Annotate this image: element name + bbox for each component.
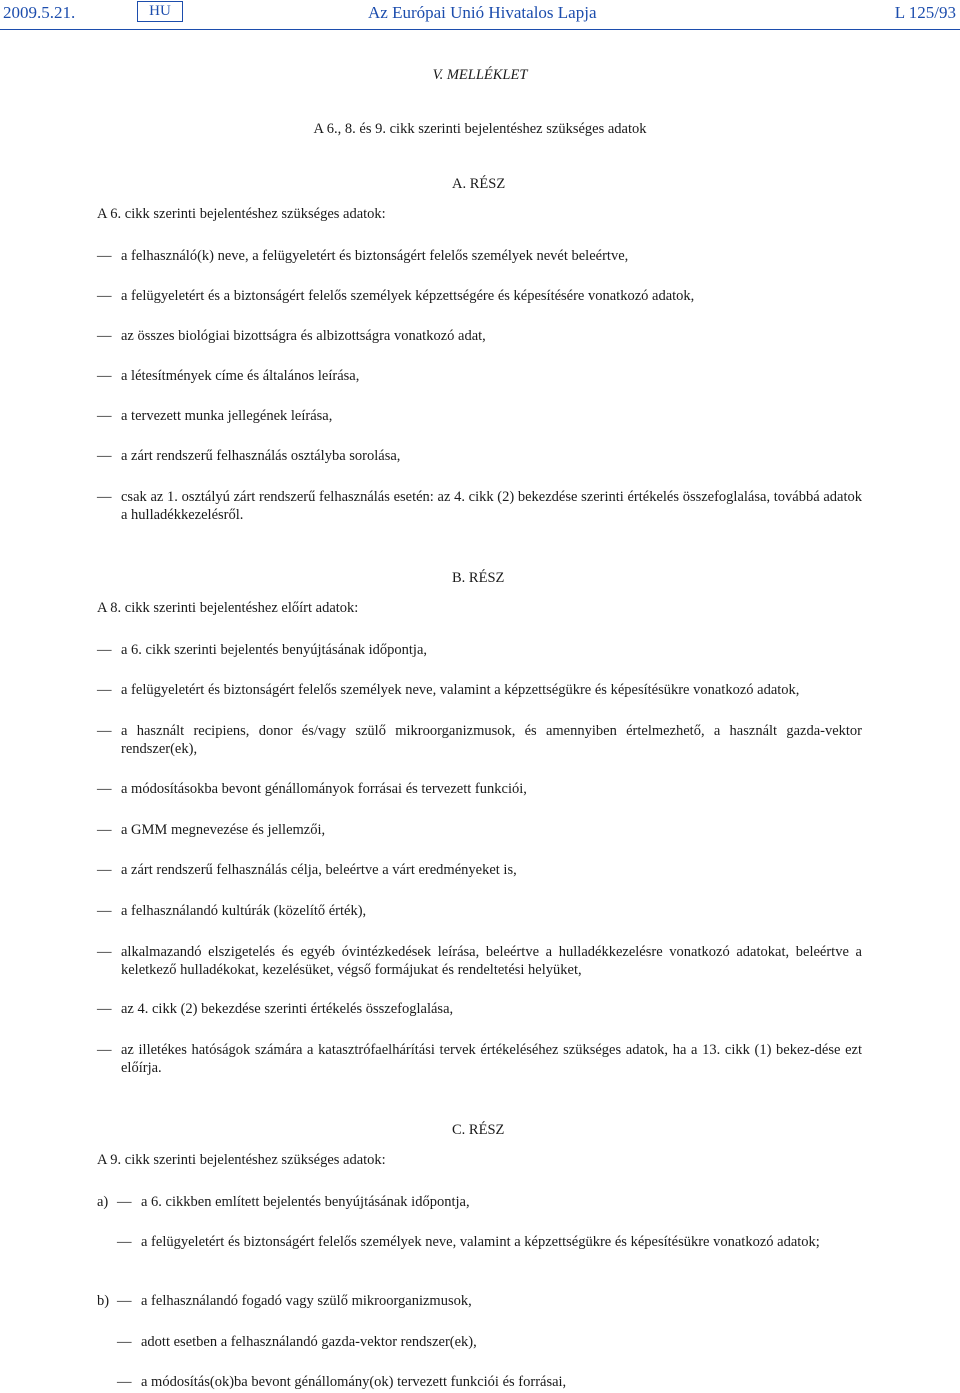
part-a-item bbox=[97, 488, 862, 524]
part-b-item-text: a módosításokba bevont génállományok forrásai és tervezett funkciói, bbox=[121, 781, 527, 797]
part-c-item bbox=[117, 1333, 862, 1351]
part-b-item-text: a 6. cikk szerinti bejelentés benyújtásának időpontja, bbox=[121, 642, 428, 658]
part-c-item-text: a felügyeletért és biztonságért felelős személyek neve, valamint a képzettségükre és képesítésükre vonatkozó adatok; bbox=[141, 1234, 820, 1250]
dash-marker: — bbox=[97, 248, 112, 264]
part-c-title: C. RÉSZ bbox=[452, 1122, 505, 1138]
part-a-item-text: a zárt rendszerű felhasználás osztályba sorolása, bbox=[121, 448, 401, 464]
part-a-item-text: az összes biológiai bizottságra és albizottságra vonatkozó adat, bbox=[121, 328, 486, 344]
part-b-item-text: alkalmazandó elszigetelés és egyéb óvintézkedések leírása, beleértve a hulladékkezelésre vonatkozó adatokat, beleértve a keletkező hulladékokat, kezelésüket, végső formájukat és rendeltetési helyüket, bbox=[121, 944, 862, 978]
part-a-item-text: a tervezett munka jellegének leírása, bbox=[121, 408, 333, 424]
dash-marker: — bbox=[97, 682, 112, 698]
part-a-item-text: a létesítmények címe és általános leírása, bbox=[121, 368, 360, 384]
dash-marker: — bbox=[97, 781, 112, 797]
dash-marker: — bbox=[97, 642, 112, 658]
part-a-intro: A 6. cikk szerinti bejelentéshez szükséges adatok: bbox=[97, 206, 386, 222]
part-b-item-text: a GMM megnevezése és jellemzői, bbox=[121, 822, 326, 838]
part-b-item-text: a felhasználandó kultúrák (közelítő érték), bbox=[121, 903, 367, 919]
dash-marker: — bbox=[97, 903, 112, 919]
part-b-item bbox=[97, 641, 862, 659]
part-b-item bbox=[97, 943, 862, 979]
part-b-item bbox=[97, 821, 862, 839]
part-a-item bbox=[97, 407, 862, 425]
part-a-item bbox=[97, 327, 862, 345]
annex-title: V. MELLÉKLET bbox=[432, 67, 528, 83]
part-b-item-text: az 4. cikk (2) bekezdése szerinti értékelés összefoglalása, bbox=[121, 1001, 454, 1017]
part-c-item bbox=[117, 1233, 862, 1251]
dash-marker: — bbox=[97, 448, 112, 464]
dash-marker: — bbox=[97, 368, 112, 384]
part-c-item-text: adott esetben a felhasználandó gazda-vektor rendszer(ek), bbox=[141, 1334, 477, 1350]
dash-marker: — bbox=[97, 328, 112, 344]
part-a-item bbox=[97, 447, 862, 465]
part-b-title: B. RÉSZ bbox=[452, 570, 505, 586]
dash-marker: — bbox=[97, 408, 112, 424]
part-b-item bbox=[97, 1041, 862, 1077]
part-a-item-text: csak az 1. osztályú zárt rendszerű felhasználás esetén: az 4. cikk (2) bekezdése szerinti értékelés összefoglalása, továbbá adatok a hulladékkezelésről. bbox=[121, 489, 862, 523]
journal-title: Az Európai Unió Hivatalos Lapja bbox=[368, 3, 597, 22]
dash-marker: — bbox=[117, 1234, 132, 1250]
part-a-item bbox=[97, 287, 862, 305]
dash-marker: — bbox=[117, 1334, 132, 1350]
part-c-intro: A 9. cikk szerinti bejelentéshez szükséges adatok: bbox=[97, 1152, 386, 1168]
annex-subtitle: A 6., 8. és 9. cikk szerinti bejelentéshez szükséges adatok bbox=[313, 121, 647, 137]
part-a-item bbox=[97, 367, 862, 385]
part-c-item bbox=[117, 1193, 862, 1211]
dash-marker: — bbox=[97, 822, 112, 838]
language-code-badge: HU bbox=[137, 1, 183, 22]
part-b-item-text: az illetékes hatóságok számára a katasztrófaelhárítási tervek értékeléséhez szükséges adatok, ha a 13. cikk (1) bekez-dése ezt előírja. bbox=[121, 1042, 862, 1076]
part-a-title: A. RÉSZ bbox=[452, 176, 506, 192]
dash-marker: — bbox=[97, 1001, 112, 1017]
dash-marker: — bbox=[97, 1042, 112, 1058]
part-c-item-text: a módosítás(ok)ba bevont génállomány(ok) tervezett funkciói és forrásai, bbox=[141, 1374, 567, 1390]
part-c-point-b bbox=[97, 1292, 109, 1310]
dash-marker: — bbox=[117, 1194, 132, 1210]
part-b-item bbox=[97, 681, 862, 699]
part-b-item bbox=[97, 1000, 862, 1018]
dash-marker: — bbox=[97, 288, 112, 304]
dash-marker: — bbox=[97, 489, 112, 505]
part-a-item-text: a felhasználó(k) neve, a felügyeletért és biztonságért felelős személyek nevét beleértve, bbox=[121, 248, 629, 264]
part-c-item-text: a felhasználandó fogadó vagy szülő mikroorganizmusok, bbox=[141, 1293, 472, 1309]
part-b-item-text: a zárt rendszerű felhasználás célja, beleértve a várt eredményeket is, bbox=[121, 862, 517, 878]
dash-marker: — bbox=[117, 1374, 132, 1390]
page-reference: L 125/93 bbox=[894, 3, 956, 22]
part-b-item-text: a felügyeletért és biztonságért felelős személyek neve, valamint a képzettségükre és képesítésükre vonatkozó adatok, bbox=[121, 682, 800, 698]
part-b-item-text: a használt recipiens, donor és/vagy szülő mikroorganizmusok, és amennyiben értelmezhető, a használt gazda-vektor rendszer(ek), bbox=[121, 723, 862, 757]
part-c-item bbox=[117, 1373, 862, 1391]
part-a-item-text: a felügyeletért és a biztonságért felelős személyek képzettségére és képesítésére vonatkozó adatok, bbox=[121, 288, 695, 304]
point-letter: a) bbox=[97, 1194, 109, 1210]
dash-marker: — bbox=[97, 723, 112, 739]
dash-marker: — bbox=[117, 1293, 132, 1309]
part-c-point-a bbox=[97, 1193, 108, 1211]
journal-header bbox=[0, 0, 960, 26]
part-b-item bbox=[97, 722, 862, 758]
dash-marker: — bbox=[97, 862, 112, 878]
part-b-intro: A 8. cikk szerinti bejelentéshez előírt adatok: bbox=[97, 600, 359, 616]
part-c-item-text: a 6. cikkben említett bejelentés benyújtásának időpontja, bbox=[141, 1194, 470, 1210]
part-b-item bbox=[97, 780, 862, 798]
part-b-item bbox=[97, 861, 862, 879]
point-letter: b) bbox=[97, 1293, 110, 1309]
header-divider bbox=[0, 29, 960, 30]
publication-date: 2009.5.21. bbox=[3, 3, 76, 22]
part-a-item bbox=[97, 247, 862, 265]
part-c-item bbox=[117, 1292, 862, 1310]
part-b-item bbox=[97, 902, 862, 920]
dash-marker: — bbox=[97, 944, 112, 960]
